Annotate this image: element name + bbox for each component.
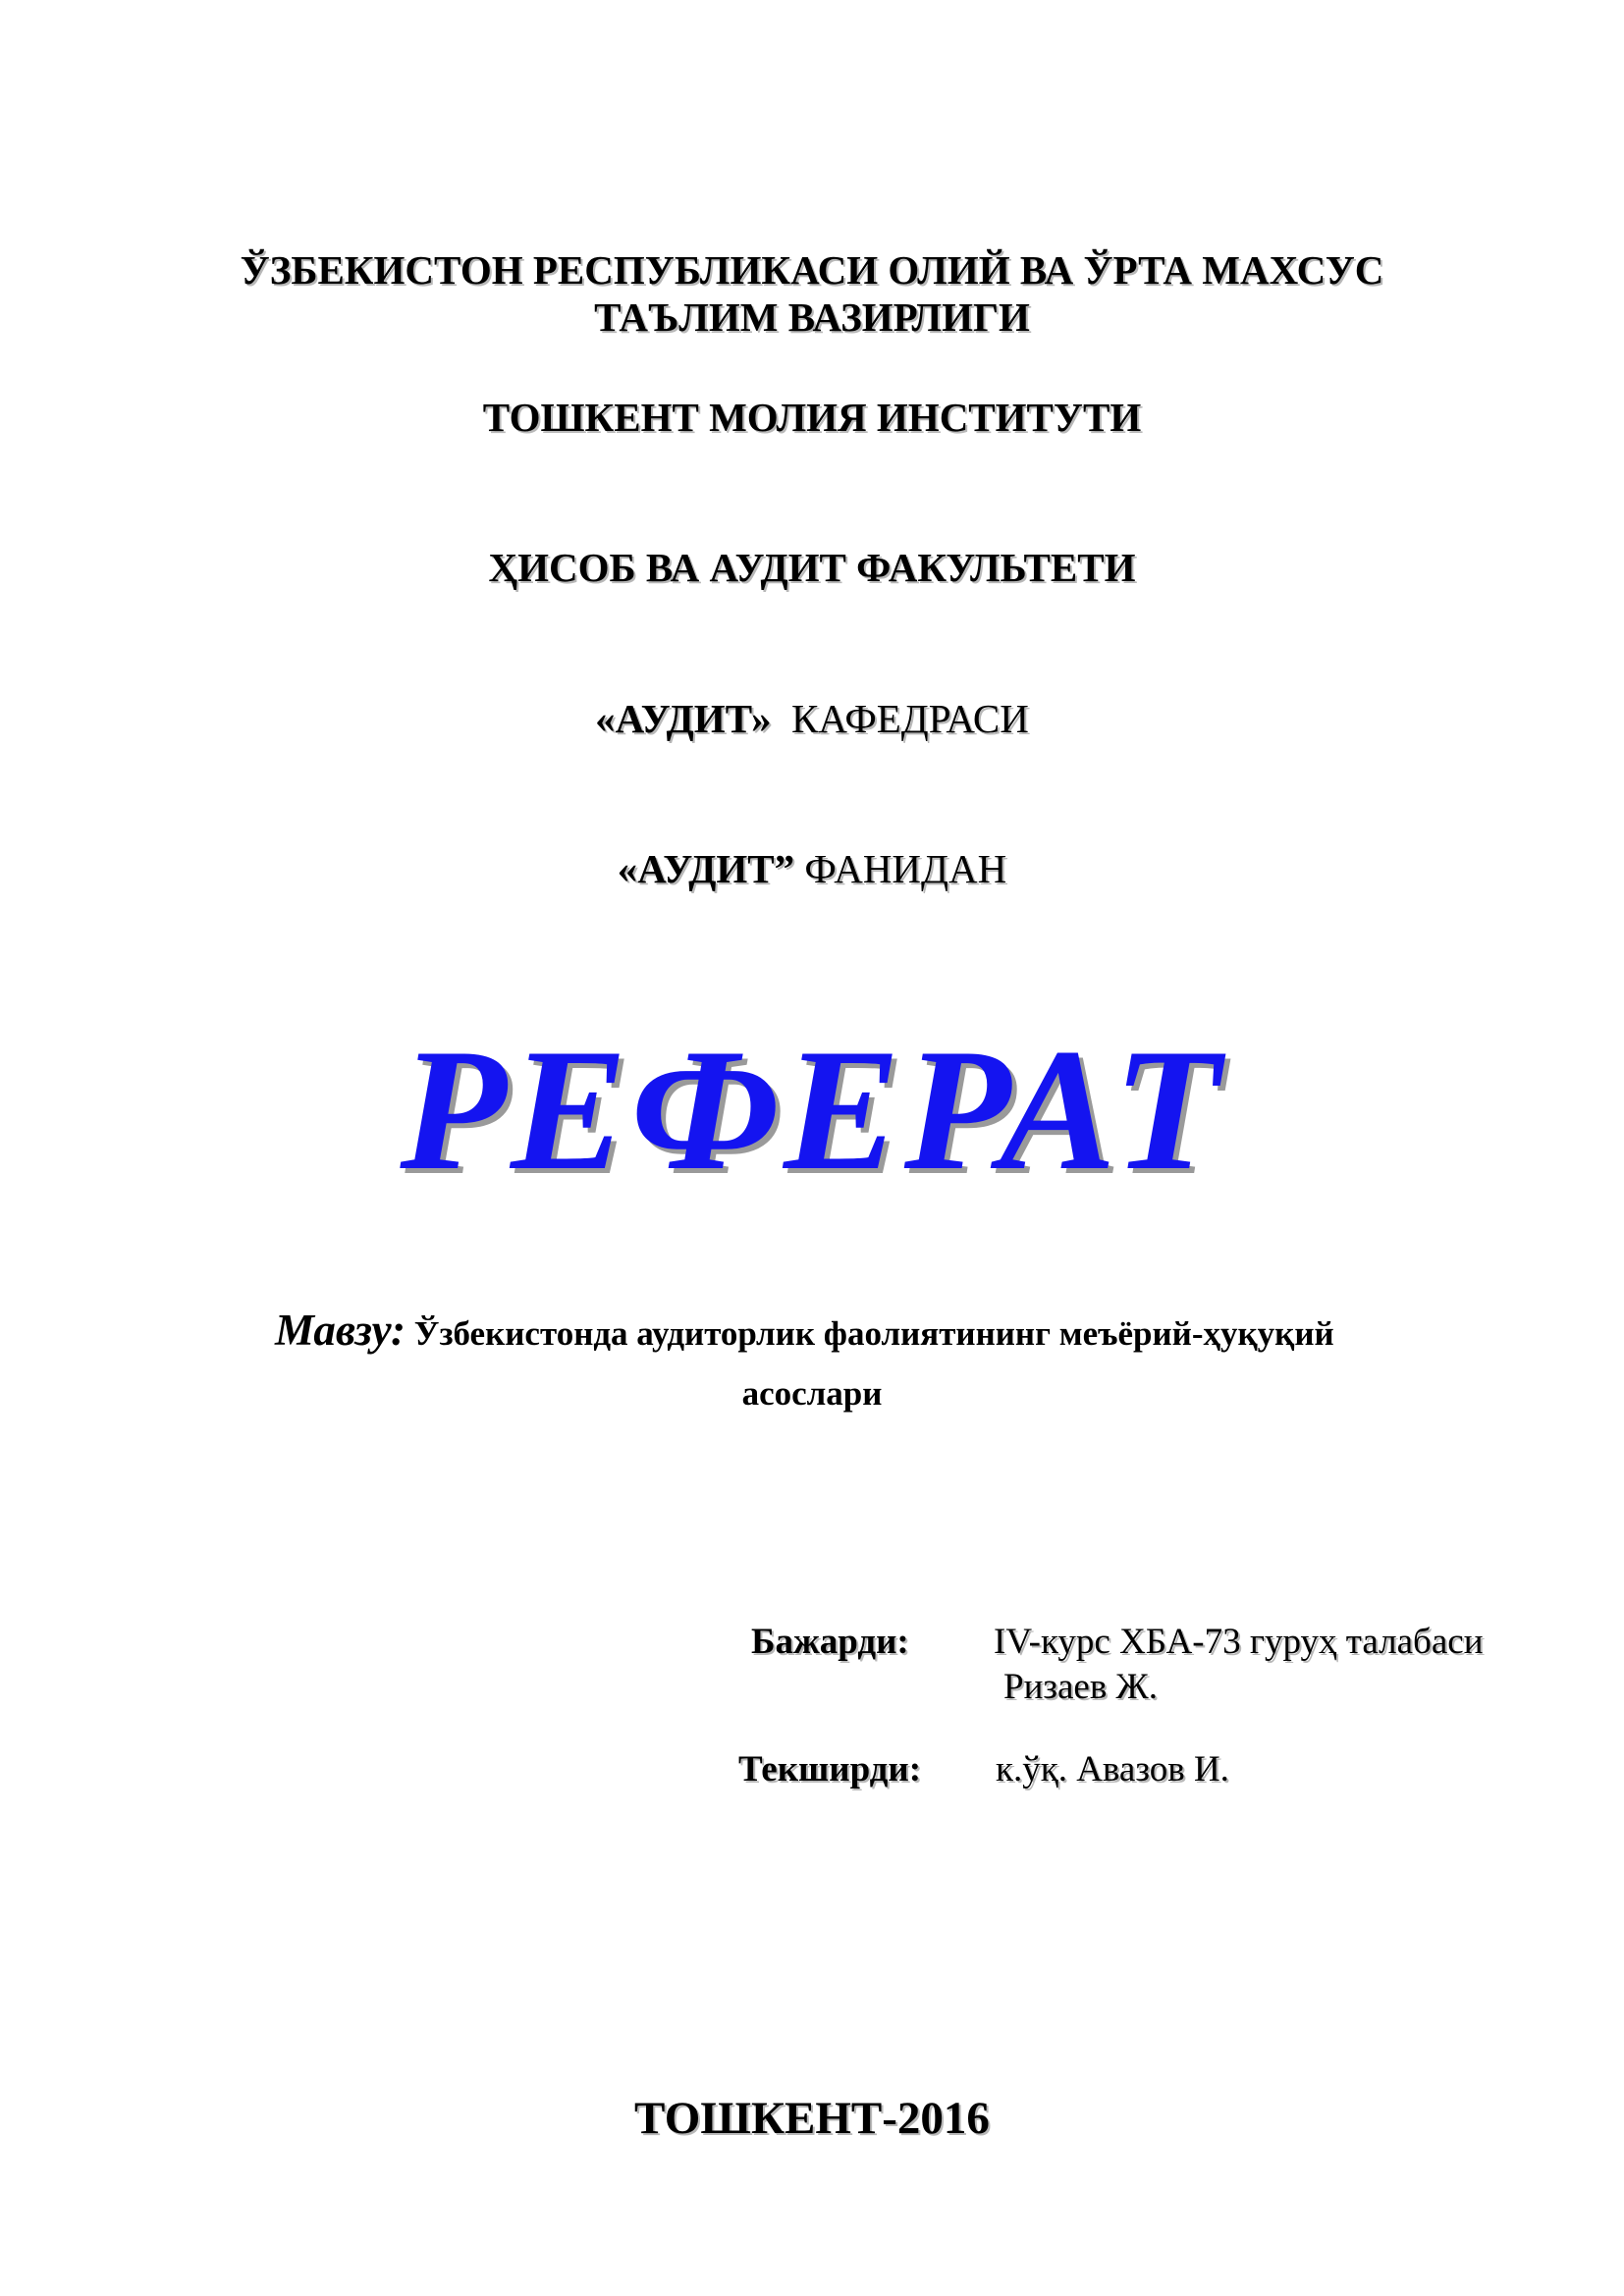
city-year: ТОШКЕНТ-2016 [634, 2093, 990, 2144]
subject-word: ФАНИДАН [804, 846, 1007, 891]
checked-teacher-name: к.ўқ. Авазов И. [996, 1749, 1229, 1789]
department-line [0, 694, 1624, 743]
checked-label: Текширди: [738, 1749, 922, 1789]
performed-student-name: Ризаев Ж. [1003, 1667, 1158, 1707]
institute-name: ТОШКЕНТ МОЛИЯ ИНСТИТУТИ [482, 395, 1142, 440]
ministry-title-line1: ЎЗБЕКИСТОН РЕСПУБЛИКАСИ ОЛИЙ ВА ЎРТА МАХСУС [240, 247, 1384, 293]
subject-line [0, 844, 1624, 893]
topic-label: Мавзу: [275, 1306, 406, 1355]
topic-text-line1: Ўзбекистонда аудиторлик фаолиятининг меъёрий-ҳуқуқий [413, 1314, 1334, 1353]
document-type-title: РЕФЕРАТ [400, 1012, 1224, 1206]
department-name: «АУДИТ» [595, 696, 772, 741]
department-word: КАФЕДРАСИ [790, 696, 1029, 741]
performed-student-info: IV-курс ХБА-73 гуруҳ талабаси [994, 1622, 1484, 1662]
ministry-title-line2: ТАЪЛИМ ВАЗИРЛИГИ [594, 294, 1030, 340]
topic-text-line2: асослари [741, 1374, 883, 1413]
subject-name: «АУДИТ” [617, 846, 795, 891]
faculty-name: ҲИСОБ ВА АУДИТ ФАКУЛЬТЕТИ [488, 545, 1136, 590]
topic-line [275, 1306, 1453, 1359]
performed-label: Бажарди: [751, 1622, 909, 1662]
